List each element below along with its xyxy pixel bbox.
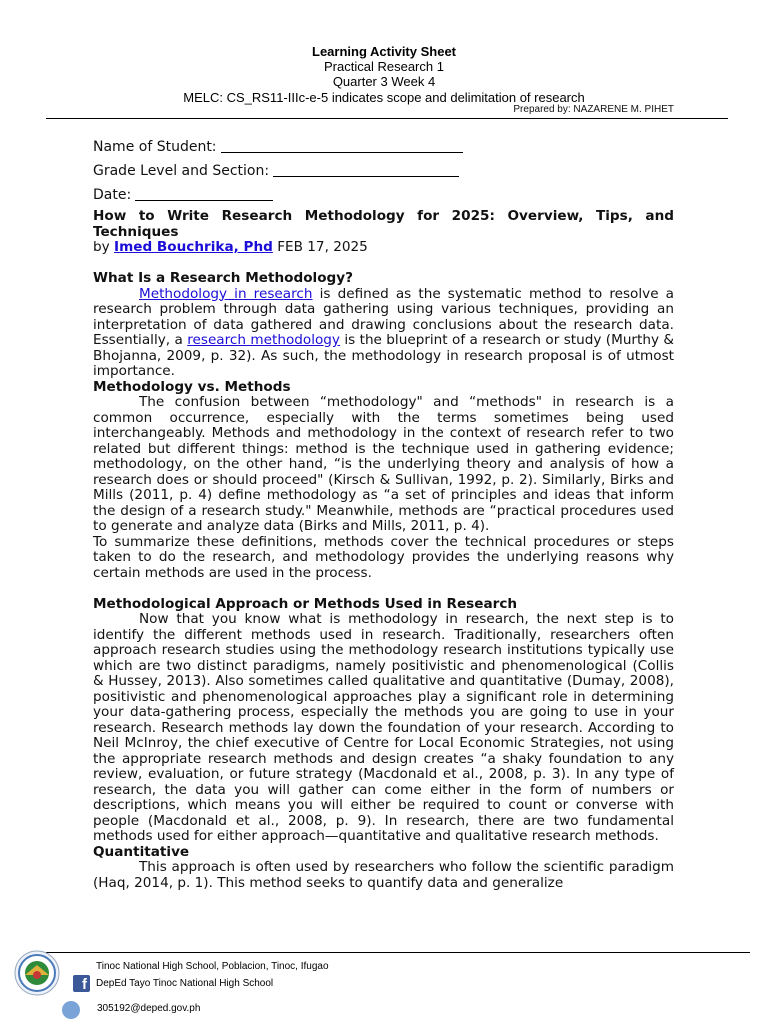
article-body bbox=[93, 209, 674, 891]
paragraph-definition bbox=[93, 287, 674, 380]
header-divider bbox=[46, 118, 728, 119]
melc-code: MELC: CS_RS11-IIIc-e-5 indicates scope and delimitation of research bbox=[183, 90, 585, 105]
email-icon bbox=[62, 1001, 80, 1019]
article-date: FEB 17, 2025 bbox=[277, 239, 368, 255]
byline bbox=[93, 240, 674, 256]
student-name-label: Name of Student: bbox=[93, 139, 217, 155]
grade-section-label: Grade Level and Section: bbox=[93, 163, 270, 179]
facebook-letter: f bbox=[82, 976, 87, 993]
byline-by: by bbox=[93, 239, 110, 255]
quarter-week: Quarter 3 Week 4 bbox=[332, 74, 436, 89]
grade-section-field[interactable] bbox=[93, 162, 459, 179]
subject-title: Practical Research 1 bbox=[324, 59, 444, 74]
student-name-line[interactable] bbox=[221, 138, 463, 153]
definition-text-1: is defined as the systematic method to resolve a research problem through data gathering using various techniques, providing an interpretation of data gathered and drawing conclusions about the research data. Essentially, a bbox=[93, 285, 674, 348]
author-link[interactable]: Imed Bouchrika, Phd bbox=[114, 239, 273, 255]
school-email: 305192@deped.gov.ph bbox=[97, 1003, 201, 1014]
date-line[interactable] bbox=[135, 186, 273, 201]
grade-section-line[interactable] bbox=[273, 162, 459, 177]
student-name-field[interactable] bbox=[93, 138, 463, 155]
school-seal-icon bbox=[14, 950, 60, 996]
methodology-in-research-link[interactable]: Methodology in research bbox=[139, 285, 313, 302]
paragraph-methodology-vs-methods: The confusion between “methodology" and “methods" in research is a common occurrence, especially with the terms sometimes being used interchangeably. Methods and methodology in the context of research refer to two related but different things: method is the technique used in gathering evidence; methodology, on the other hand, “is the underlying theory and analysis of how a research does or should proceed" (Kirsch & Sullivan, 1992, p. 2). Similarly, Birks and Mills (2011, p. 4) define methodology as “a set of principles and ideas that inform the design of a research study." Meanwhile, methods are “practical procedures used to generate and analyze data (Birks and Mills, 2011, p. 4). bbox=[93, 394, 674, 534]
research-methodology-link[interactable]: research methodology bbox=[187, 332, 340, 348]
section-heading-what-is: What Is a Research Methodology? bbox=[93, 270, 354, 286]
school-address: Tinoc National High School, Poblacion, Tinoc, Ifugao bbox=[96, 961, 329, 972]
definition-text-2: is the blueprint of a research or study (Murthy & Bhojanna, 2009, p. 32). As such, the methodology in research proposal is of utmost importance. bbox=[93, 332, 674, 379]
section-heading-approach: Methodological Approach or Methods Used in Research bbox=[93, 595, 518, 612]
date-field[interactable] bbox=[93, 186, 273, 203]
facebook-icon bbox=[73, 975, 90, 992]
section-heading-methodology-vs-methods: Methodology vs. Methods bbox=[93, 378, 291, 395]
paragraph-approach: Now that you know what is methodology in research, the next step is to identify the different methods used in research. Traditionally, researchers often approach research studies using the methodology research institutions typically use which are two distinct paradigms, namely positivistic and phenomenological (Collis & Hussey, 2013). Also sometimes called qualitative and quantitative (Dumay, 2008), positivistic and phenomenological approaches play a significant role in determining your data-gathering process, especially the methods you are going to use in your research. Research methods lay down the foundation of your research. According to Neil McInroy, the chief executive of Centre for Local Economic Strategies, not using the appropriate research methods and design creates “a shaky foundation to any review, evaluation, or future strategy (Macdonald et al., 2008, p. 3). In any type of research, the data you will gather can come either in the form of numbers or descriptions, which means you will either be required to count or converse with people (Macdonald et al., 2008, p. 9). In research, there are two fundamental methods used for either approach—quantitative and qualitative research methods. bbox=[93, 611, 674, 844]
sheet-title: Learning Activity Sheet bbox=[312, 44, 456, 59]
article-title: How to Write Research Methodology for 2025: Overview, Tips, and Techniques bbox=[93, 208, 674, 240]
facebook-page: DepEd Tayo Tinoc National High School bbox=[96, 978, 274, 989]
footer-divider bbox=[46, 952, 750, 953]
section-heading-quantitative: Quantitative bbox=[93, 843, 190, 860]
paragraph-quantitative: This approach is often used by researchers who follow the scientific paradigm (Haq, 2014, p. 1). This method seeks to quantify data and generalize bbox=[93, 859, 674, 891]
paragraph-summary: To summarize these definitions, methods cover the technical procedures or steps taken to do the research, and methodology provides the underlying reasons why certain methods are used in the process. bbox=[93, 533, 674, 581]
prepared-by: Prepared by: NAZARENE M. PIHET bbox=[513, 104, 674, 115]
date-label: Date: bbox=[93, 187, 132, 203]
